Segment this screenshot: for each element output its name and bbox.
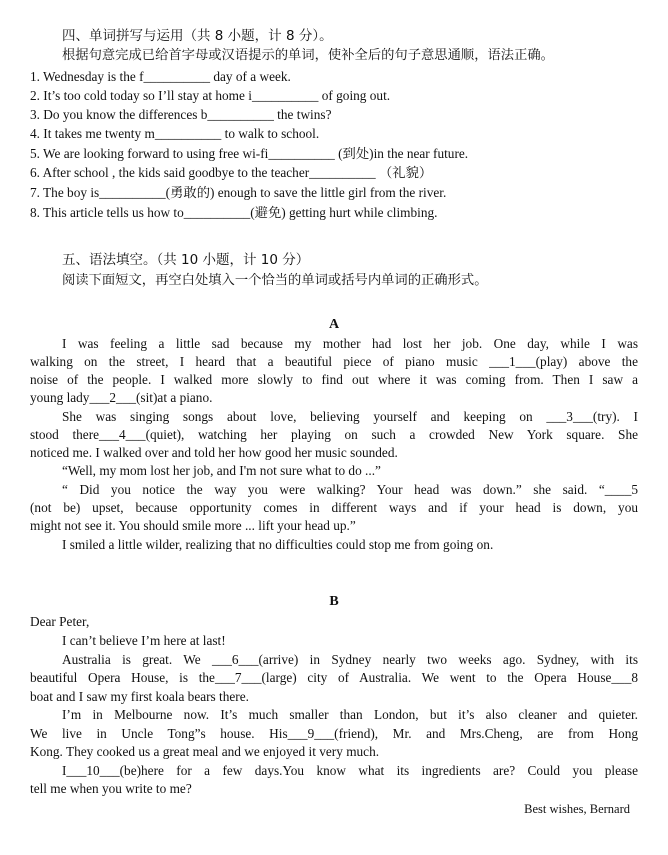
passage-b-line: I___10___(be)here for a few days.You know what its ingredients are? Could you please — [62, 763, 638, 778]
passage-b-heading: B — [329, 594, 339, 609]
passage-a-line: might not see it. You should smile more ... lift your head up.” — [30, 518, 356, 533]
section5-title: 五、语法填空。（共 10 小题，计 10 分） — [62, 252, 310, 268]
question-8: 8. This article tells us how to__________(避免) getting hurt while climbing. — [30, 205, 438, 220]
passage-a-line: She was singing songs about love, believing yourself and keeping on ___3___(try). I — [62, 409, 638, 424]
section4-title: 四、单词拼写与运用（共 8 小题，计 8 分）。 — [62, 28, 333, 44]
letter-closing: Best wishes, Bernard — [524, 802, 630, 816]
question-7: 7. The boy is__________(勇敢的) enough to save the little girl from the river. — [30, 185, 447, 200]
passage-b-line: Australia is great. We ___6___(arrive) in Sydney nearly two weeks ago. Sydney, with its — [62, 652, 638, 667]
question-6: 6. After school , the kids said goodbye to the teacher__________ （礼貌） — [30, 165, 433, 180]
passage-a-line: “Well, my mom lost her job, and I'm not sure what to do ...” — [62, 463, 381, 478]
passage-a-line: I was feeling a little sad because my mother had lost her job. One day, while I was — [62, 336, 638, 351]
passage-b-line: I can’t believe I’m here at last! — [62, 633, 226, 648]
passage-a-line: walking on the street, I heard that a beautiful piece of piano music ___1___(play) above the — [30, 354, 638, 369]
section4-instruction: 根据句意完成已给首字母或汉语提示的单词，使补全后的句子意思通顺，语法正确。 — [62, 48, 554, 63]
passage-a-line: noise of the people. I walked more slowly to find out where it was coming from. Then I saw a — [30, 372, 638, 387]
passage-a-line: noticed me. I walked over and told her how good her music sounded. — [30, 445, 398, 460]
passage-b-line: boat and I saw my first koala bears there. — [30, 689, 249, 704]
passage-b-line: We live in Uncle Tong”s house. His___9___(friend), Mr. and Mrs.Cheng, are from Hong — [30, 726, 638, 741]
passage-a-line: young lady___2___(sit)at a piano. — [30, 390, 213, 405]
passage-a-line: stood there___4___(quiet), watching her playing on such a crowded New York square. She — [30, 427, 638, 442]
passage-b-line: I’m in Melbourne now. It’s much smaller than London, but it’s also cleaner and quieter. — [62, 707, 638, 722]
passage-b-line: tell me when you write to me? — [30, 781, 192, 796]
passage-a-line: I smiled a little wilder, realizing that no difficulties could stop me from going on. — [62, 537, 494, 552]
letter-greeting: Dear Peter, — [30, 614, 90, 629]
passage-a-line: “ Did you notice the way you were walking? Your head was down.” she said. “____5 — [62, 482, 638, 497]
passage-a-line: (not be) upset, because opportunity comes in different ways and if your head is down, you — [30, 500, 638, 515]
question-1: 1. Wednesday is the f__________ day of a week. — [30, 69, 291, 84]
passage-a-heading: A — [328, 317, 340, 332]
passage-b-line: Kong. They cooked us a great meal and we enjoyed it very much. — [30, 744, 380, 759]
question-2: 2. It’s too cold today so I’ll stay at home i__________ of going out. — [30, 88, 391, 103]
section5-instruction: 阅读下面短文，再空白处填入一个恰当的单词或括号内单词的正确形式。 — [62, 273, 488, 288]
question-4: 4. It takes me twenty m__________ to walk to school. — [30, 126, 320, 141]
question-5: 5. We are looking forward to using free wi-fi__________ (到处)in the near future. — [30, 146, 469, 161]
question-3: 3. Do you know the differences b__________ the twins? — [30, 107, 332, 122]
passage-b-line: beautiful Opera House, is the___7___(large) city of Australia. We went to the Opera House___8 — [30, 670, 638, 685]
